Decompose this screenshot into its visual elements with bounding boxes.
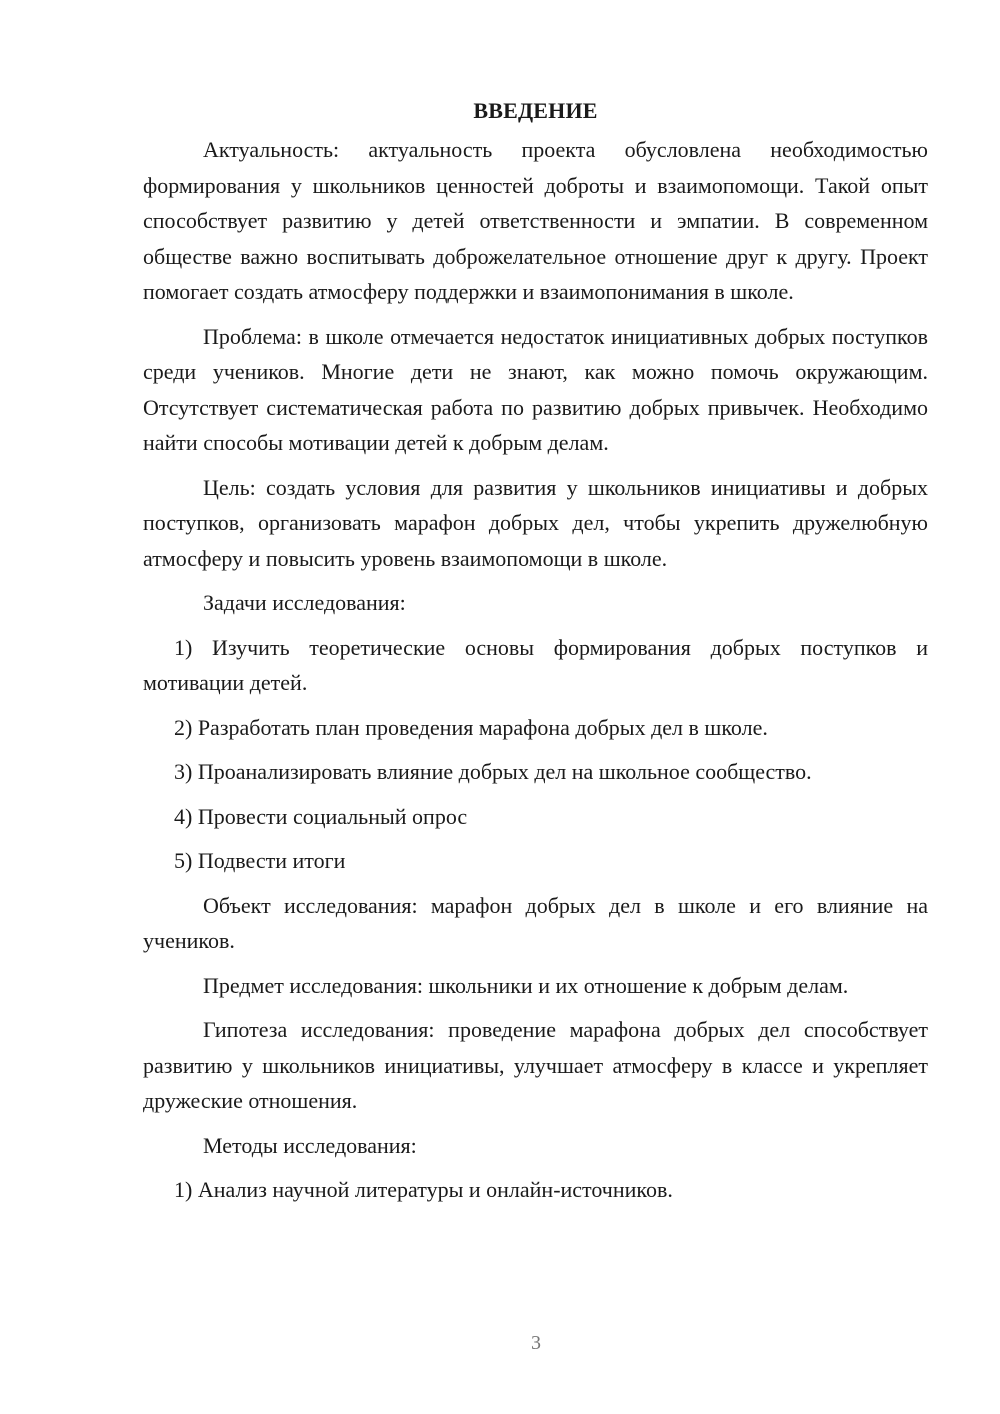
task-item-4: 4) Провести социальный опрос bbox=[174, 803, 468, 829]
object-paragraph: Объект исследования: марафон добрых дел в школе и его влияние на учеников. bbox=[143, 892, 928, 953]
goal-paragraph: Цель: создать условия для развития у школьников инициативы и добрых поступков, организовать марафон добрых дел, чтобы укрепить дружелюбную атмосферу и повысить уровень взаимопомощи в школе. bbox=[143, 474, 928, 571]
page-content bbox=[143, 96, 928, 1217]
problem-paragraph: Проблема: в школе отмечается недостаток инициативных добрых поступков среди учеников. Многие дети не знают, как можно помочь окружающим. Отсутствует систематическая работа по развитию добрых привычек. Необходимо найти способы мотивации детей к добрым делам. bbox=[143, 323, 928, 455]
method-item-1: 1) Анализ научной литературы и онлайн-источников. bbox=[174, 1177, 673, 1202]
task-item-5: 5) Подвести итоги bbox=[174, 848, 346, 873]
methods-heading: Методы исследования: bbox=[203, 1132, 417, 1158]
subject-paragraph: Предмет исследования: школьники и их отношение к добрым делам. bbox=[203, 972, 849, 998]
page-number: 3 bbox=[531, 1332, 541, 1354]
task-item-2: 2) Разработать план проведения марафона добрых дел в школе. bbox=[174, 714, 768, 740]
relevance-paragraph: Актуальность: актуальность проекта обусловлена необходимостью формирования у школьников ценностей доброты и взаимопомощи. Такой опыт способствует развитию у детей ответственности и эмпатии. В современном обществе важно воспитывать доброжелательное отношение друг к другу. Проект помогает создать атмосферу поддержки и взаимопонимания в школе. bbox=[143, 137, 928, 304]
task-item-3: 3) Проанализировать влияние добрых дел на школьное сообщество. bbox=[174, 759, 812, 784]
tasks-heading: Задачи исследования: bbox=[203, 590, 406, 615]
task-item-1: 1) Изучить теоретические основы формирования добрых поступков и мотивации детей. bbox=[143, 634, 928, 695]
section-title: ВВЕДЕНИЕ bbox=[473, 98, 598, 123]
hypothesis-paragraph: Гипотеза исследования: проведение марафона добрых дел способствует развитию у школьников инициативы, улучшает атмосферу в классе и укрепляет дружеские отношения. bbox=[143, 1017, 928, 1113]
